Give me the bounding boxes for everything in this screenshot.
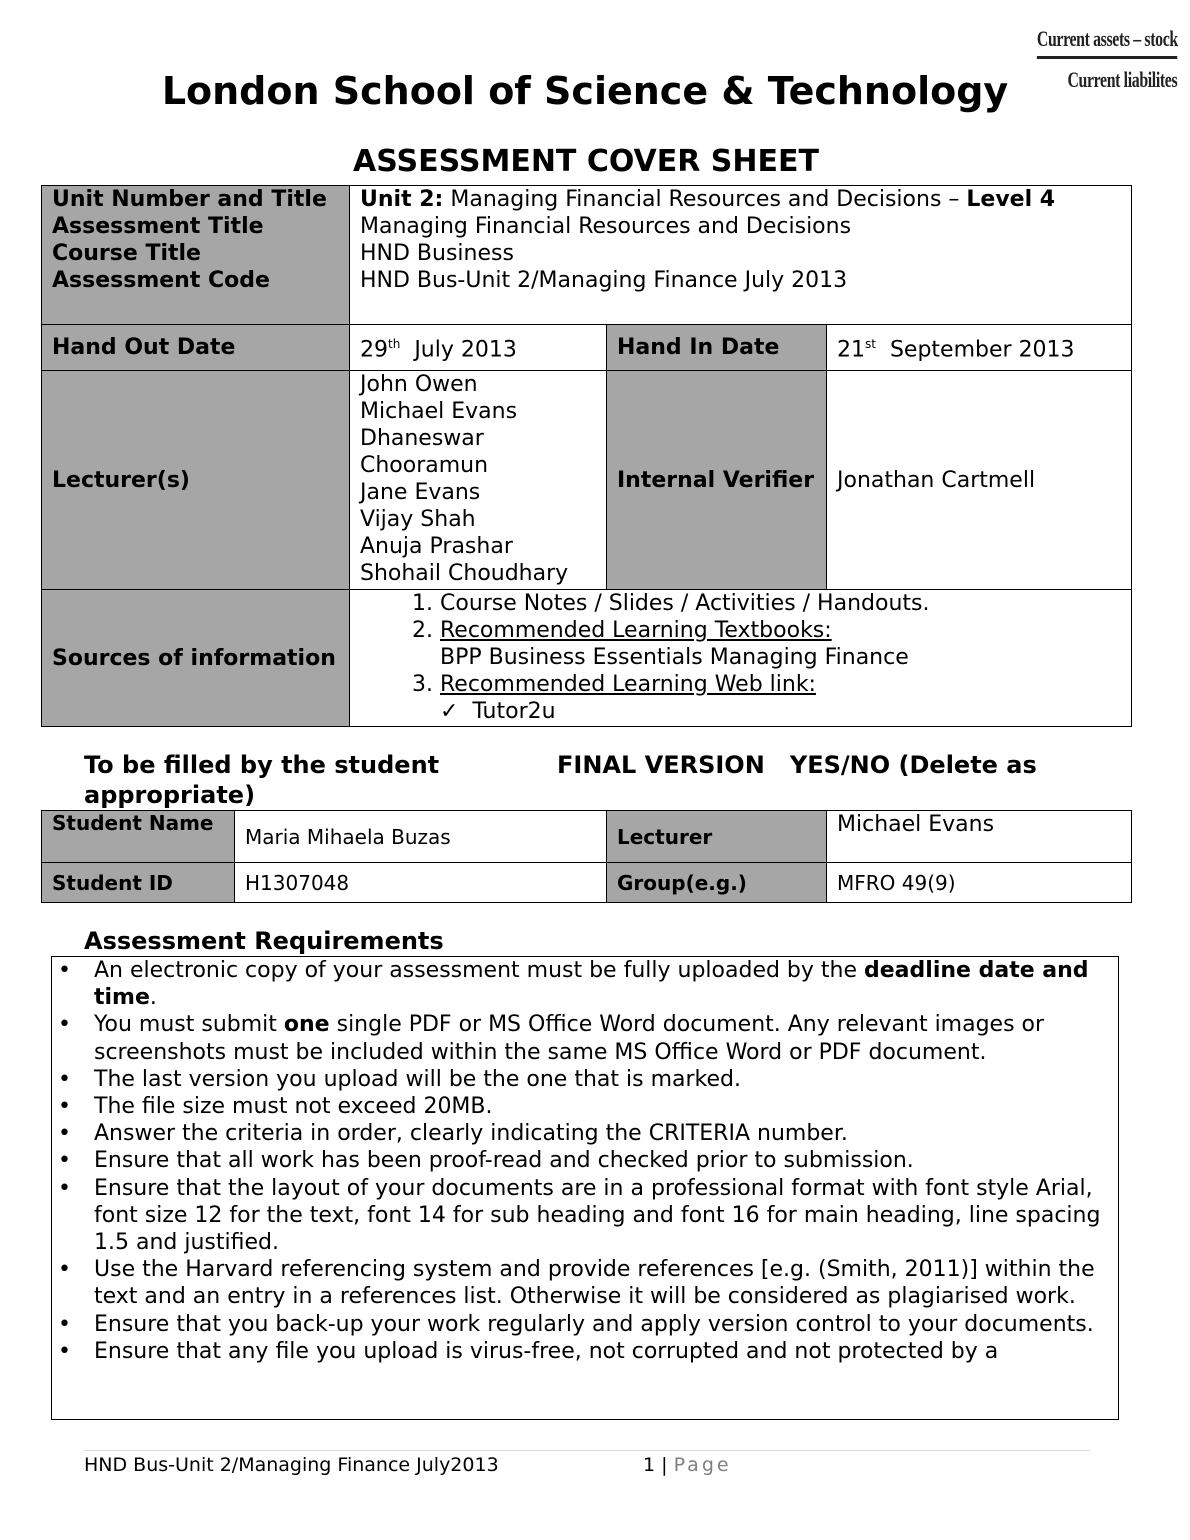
student-id-value: H1307048 <box>235 863 607 903</box>
student-id-label: Student ID <box>42 863 235 903</box>
unit-level: Level 4 <box>966 187 1056 212</box>
requirements-heading: Assessment Requirements <box>84 927 444 955</box>
footer-document-code: HND Bus-Unit 2/Managing Finance July2013 <box>84 1454 499 1476</box>
requirement-item: • Ensure that you back-up your work regularly and apply version control to your documents. <box>94 1311 1108 1338</box>
student-row-1 <box>42 811 1132 863</box>
group-label: Group(e.g.) <box>607 863 827 903</box>
dates-row <box>42 325 1132 371</box>
requirement-item: • The file size must not exceed 20MB. <box>94 1093 1108 1120</box>
lecturer-value: Michael Evans <box>827 811 1132 863</box>
unit-labels-cell <box>42 186 350 325</box>
unit-row <box>42 186 1132 325</box>
unit-title <box>360 186 1121 213</box>
label-course-title: Course Title <box>52 241 201 266</box>
handwritten-denominator: Current liabilites <box>1067 67 1178 92</box>
student-fill-instruction <box>84 750 1084 810</box>
lecturer-name: Shohail Choudhary <box>360 561 569 586</box>
course-title-value: HND Business <box>360 241 514 266</box>
lecturers-list <box>350 371 607 590</box>
lecturer-name: John Owen <box>360 372 478 397</box>
lecturer-name: Jane Evans <box>360 480 481 505</box>
sources-label: Sources of information <box>42 590 350 727</box>
sheet-title: ASSESSMENT COVER SHEET <box>353 144 819 179</box>
requirement-item: • Ensure that all work has been proof-read and checked prior to submission. <box>94 1147 1108 1174</box>
handwritten-numerator: Current assets – stock <box>1037 26 1177 59</box>
hand-out-date: 29th July 2013 <box>350 325 607 371</box>
requirements-list <box>52 957 1118 1365</box>
lecturers-row <box>42 371 1132 590</box>
unit-prefix: Unit 2: <box>360 187 444 212</box>
unit-values-cell <box>350 186 1132 325</box>
footer-divider <box>84 1450 1090 1451</box>
requirements-box <box>51 956 1119 1420</box>
lecturer-name: Vijay Shah <box>360 507 476 532</box>
source-item: 1. Course Notes / Slides / Activities / Handouts. <box>440 590 1121 617</box>
final-version-note: FINAL VERSION YES/NO (Delete as <box>557 751 1037 779</box>
requirement-item: • Answer the criteria in order, clearly indicating the CRITERIA number. <box>94 1120 1108 1147</box>
student-section-heading: To be filled by the student <box>84 751 440 779</box>
hand-out-label: Hand Out Date <box>42 325 350 371</box>
lecturer-name: Anuja Prashar <box>360 534 513 559</box>
source-item: 3. Recommended Learning Web link: ✓ Tutor2u <box>440 671 1121 725</box>
student-details-table <box>41 810 1132 903</box>
assessment-title-value: Managing Financial Resources and Decisions <box>360 214 852 239</box>
internal-verifier-label: Internal Verifier <box>607 371 827 590</box>
check-icon: ✓ <box>440 699 459 724</box>
requirement-item: • Use the Harvard referencing system and provide references [e.g. (Smith, 2011)] within the text and an entry in a references list. Otherwise it will be considered as plagiarised work. <box>94 1256 1108 1310</box>
student-row-2 <box>42 863 1132 903</box>
label-assessment-title: Assessment Title <box>52 214 264 239</box>
lecturer-name: Michael Evans <box>360 399 518 424</box>
unit-name: Managing Financial Resources and Decisions – <box>443 187 967 212</box>
final-version-note-cont: appropriate) <box>84 781 256 809</box>
sources-row <box>42 590 1132 727</box>
hand-in-label: Hand In Date <box>607 325 827 371</box>
sources-list-cell <box>350 590 1132 727</box>
lecturer-label: Lecturer <box>607 811 827 863</box>
requirement-item: • Ensure that the layout of your documents are in a professional format with font style Arial, font size 12 for the text, font 14 for sub heading and font 16 for main heading, line spacing 1.5 and justified. <box>94 1175 1108 1257</box>
assessment-details-table <box>41 185 1132 727</box>
school-title: London School of Science & Technology <box>161 69 1009 113</box>
requirement-item: • The last version you upload will be the one that is marked. <box>94 1066 1108 1093</box>
internal-verifier-name: Jonathan Cartmell <box>827 371 1132 590</box>
handwritten-ratio-annotation <box>1036 26 1178 93</box>
footer-page-number: 1 | Page <box>643 1454 732 1476</box>
group-value: MFRO 49(9) <box>827 863 1132 903</box>
requirement-item: • You must submit one single PDF or MS Office Word document. Any relevant images or screenshots must be included within the same MS Office Word or PDF document. <box>94 1011 1108 1065</box>
lecturer-name: Dhaneswar Chooramun <box>360 426 489 478</box>
requirement-item: • An electronic copy of your assessment must be fully uploaded by the deadline date and time. <box>94 957 1108 1011</box>
label-unit-number-title: Unit Number and Title <box>52 187 327 212</box>
hand-in-date: 21st September 2013 <box>827 325 1132 371</box>
requirement-item: • Ensure that any file you upload is virus-free, not corrupted and not protected by a <box>94 1338 1108 1365</box>
label-assessment-code: Assessment Code <box>52 268 270 293</box>
assessment-code-value: HND Bus-Unit 2/Managing Finance July 2013 <box>360 268 848 293</box>
student-name-label: Student Name <box>42 811 235 863</box>
lecturers-label: Lecturer(s) <box>42 371 350 590</box>
sources-list <box>360 590 1121 725</box>
student-name-value: Maria Mihaela Buzas <box>235 811 607 863</box>
source-item: 2. Recommended Learning Textbooks: BPP Business Essentials Managing Finance <box>440 617 1121 671</box>
